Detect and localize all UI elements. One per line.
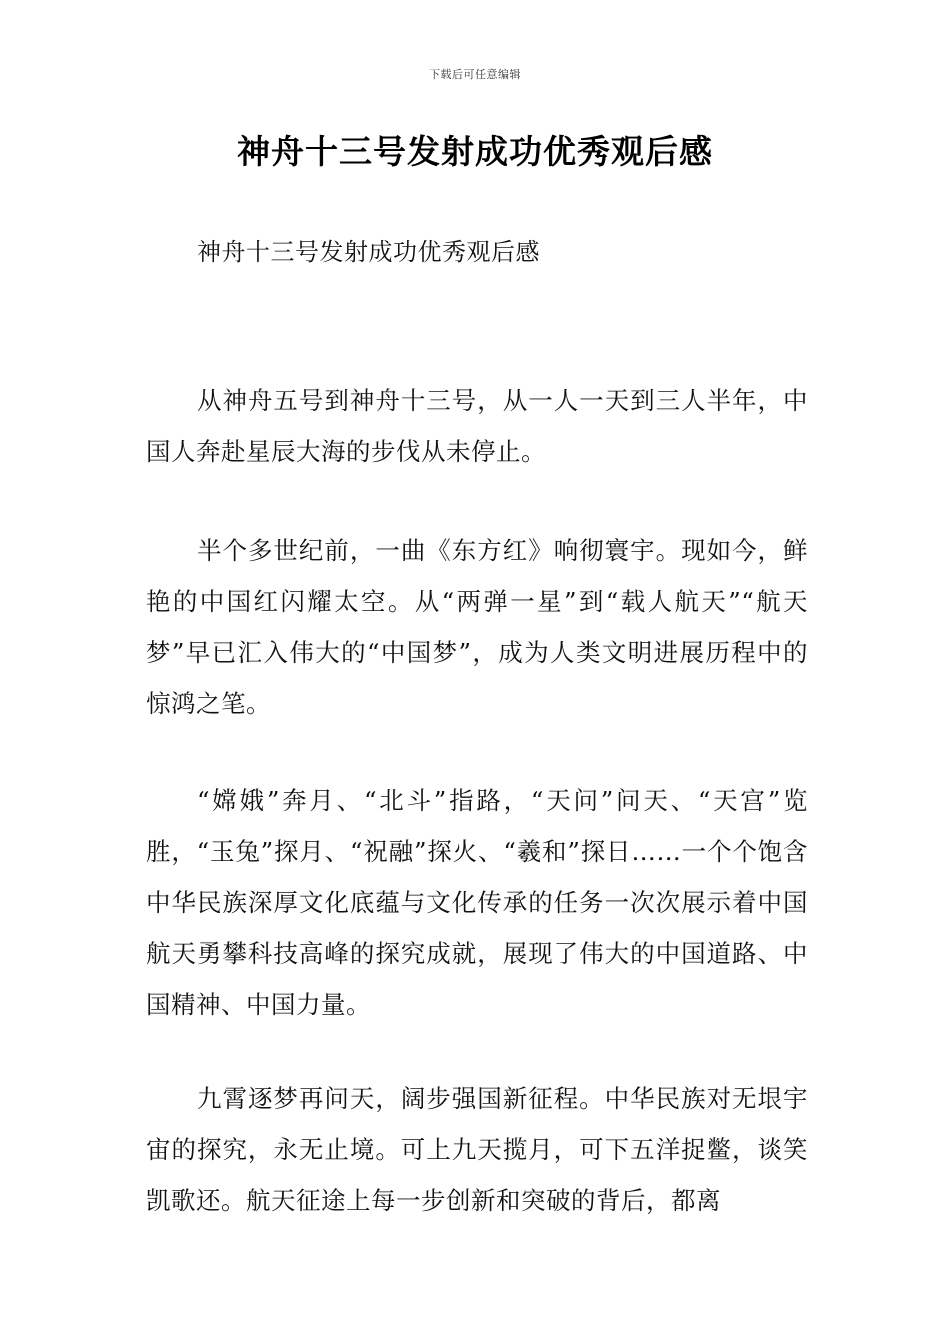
paragraph-2: 半个多世纪前，一曲《东方红》响彻寰宇。现如今，鲜艳的中国红闪耀太空。从“两弹一星”到“载人航天”“航天梦”早已汇入伟大的“中国梦”，成为人类文明进展历程中的惊鸿之笔。 (146, 536, 808, 718)
document-title: 神舟十三号发射成功优秀观后感 (237, 132, 713, 171)
header-note: 下载后可任意编辑 (429, 68, 521, 81)
paragraph-4: 九霄逐梦再问天，阔步强国新征程。中华民族对无垠宇宙的探究，永无止境。可上九天揽月，可下五洋捉鳖，谈笑凯歌还。航天征途上每一步创新和突破的背后，都离 (146, 1084, 808, 1215)
paragraph-3: “嫦娥”奔月、“北斗”指路，“天问”问天、“天宫”览胜，“玉兔”探月、“祝融”探火、“羲和”探日……一个个饱含中华民族深厚文化底蕴与文化传承的任务一次次展示着中国航天勇攀科技高峰的探究成就，展现了伟大的中国道路、中国精神、中国力量。 (146, 786, 808, 1019)
paragraph-1: 从神舟五号到神舟十三号，从一人一天到三人半年，中国人奔赴星辰大海的步伐从未停止。 (146, 386, 808, 466)
document-subtitle: 神舟十三号发射成功优秀观后感 (197, 238, 540, 266)
